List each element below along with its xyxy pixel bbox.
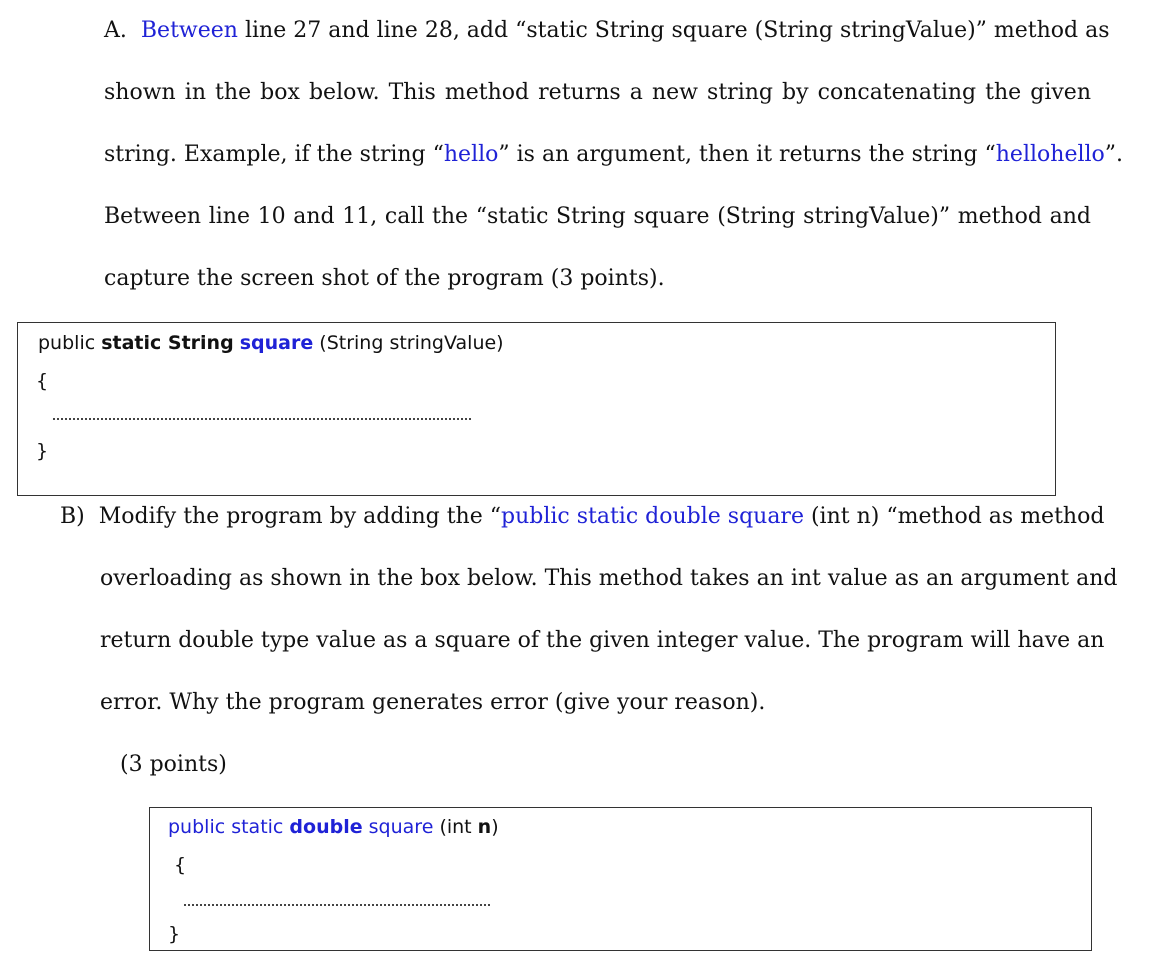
section-a-line-3: string. Example, if the string “hello” is an argument, then it returns the string “hellohello”. xyxy=(104,142,1124,167)
close-brace: } xyxy=(168,923,181,945)
phrase-public-static-double-square: public static double square xyxy=(500,504,804,529)
section-a-label: A. xyxy=(104,18,127,43)
method-name-square: square xyxy=(239,332,314,354)
section-b-line-3: return double type value as a square of the given integer value. The program will have an xyxy=(100,628,1105,653)
code-placeholder-dots xyxy=(53,418,471,420)
section-a-line-1: A. Between line 27 and line 28, add “static String square (String stringValue)” method as xyxy=(104,18,1110,43)
code-box-string-square xyxy=(17,322,1056,496)
code-placeholder-dots xyxy=(184,904,490,906)
section-a-line-5: capture the screen shot of the program (3 points). xyxy=(104,266,665,291)
section-a-line-4: Between line 10 and 11, call the “static String square (String stringValue)” method and xyxy=(104,204,1091,229)
section-b-label: B) xyxy=(60,504,85,529)
section-b-points: (3 points) xyxy=(120,752,227,777)
section-b-line-1: B) Modify the program by adding the “public static double square (int n) “method as method xyxy=(60,504,1105,529)
word-hello: hello xyxy=(443,142,499,167)
section-b-line-2: overloading as shown in the box below. This method takes an int value as an argument and xyxy=(100,566,1118,591)
method-signature-double-square: public static double square (int n) xyxy=(168,816,499,838)
open-brace: { xyxy=(174,854,187,876)
section-a-line-2: shown in the box below. This method returns a new string by concatenating the given xyxy=(104,80,1091,105)
code-box-double-square xyxy=(149,807,1092,951)
section-b-line-4: error. Why the program generates error (give your reason). xyxy=(100,690,766,715)
method-signature-string-square: public static String square (String stringValue) xyxy=(38,332,504,354)
word-hellohello: hellohello xyxy=(995,142,1105,167)
method-name-square: square xyxy=(368,816,434,838)
word-between: Between xyxy=(140,18,238,43)
close-brace: } xyxy=(36,440,49,462)
open-brace: { xyxy=(36,370,49,392)
